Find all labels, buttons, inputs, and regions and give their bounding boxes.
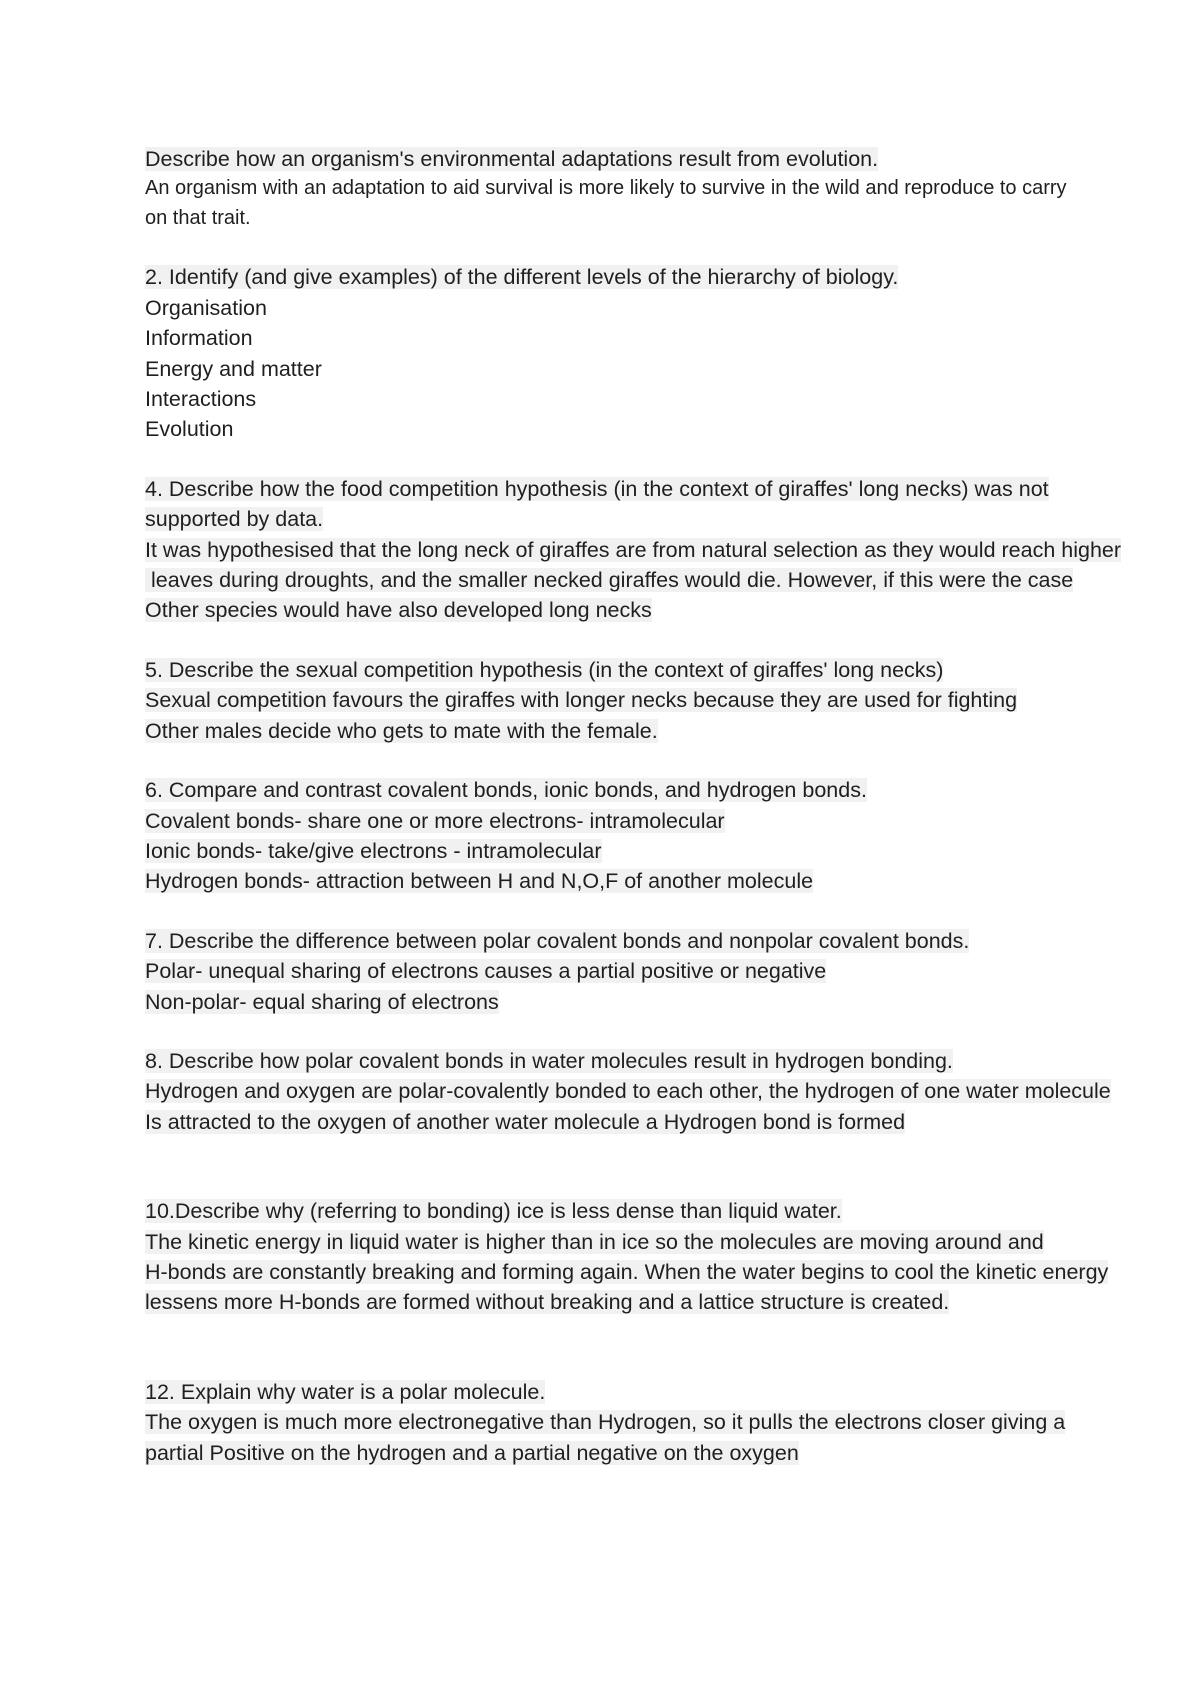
spacer [145, 1017, 1195, 1046]
answer-line: on that trait. [145, 206, 251, 229]
answer-line: An organism with an adaptation to aid survival is more likely to survive in the wild and reproduce to carry [145, 177, 1067, 200]
answer-line: Is attracted to the oxygen of another water molecule a Hydrogen bond is formed [145, 1109, 906, 1134]
spacer [145, 626, 1195, 655]
answer-line: Interactions [145, 387, 257, 412]
answer-line: Hydrogen bonds- attraction between H and N,O,F of another molecule [145, 869, 814, 894]
answer-line: Other males decide who gets to mate with the female. [145, 718, 658, 743]
answer-line: Ionic bonds- take/give electrons - intramolecular [145, 838, 602, 863]
answer-line: The oxygen is much more electronegative than Hydrogen, so it pulls the electrons closer giving a [145, 1410, 1066, 1435]
answer-line: H-bonds are constantly breaking and forming again. When the water begins to cool the kinetic energy [145, 1259, 1109, 1284]
answer-line: Information [145, 326, 253, 351]
spacer [145, 233, 1195, 262]
answer-line: The kinetic energy in liquid water is higher than in ice so the molecules are moving around and [145, 1229, 1044, 1254]
question-heading: supported by data. [145, 507, 324, 532]
question-heading: 12. Explain why water is a polar molecule. [145, 1379, 546, 1404]
answer-line: Non-polar- equal sharing of electrons [145, 989, 499, 1014]
answer-line: Evolution [145, 417, 234, 442]
question-heading: 5. Describe the sexual competition hypothesis (in the context of giraffes' long necks) [145, 657, 944, 682]
answer-line: Other species would have also developed long necks [145, 598, 652, 623]
question-block-polar-molecule [145, 1377, 1195, 1468]
answer-line: It was hypothesised that the long neck of giraffes are from natural selection as they would reach higher [145, 537, 1122, 562]
answer-line: Hydrogen and oxygen are polar-covalently bonded to each other, the hydrogen of one water molecule [145, 1079, 1111, 1104]
answer-line: Polar- unequal sharing of electrons causes a partial positive or negative [145, 959, 827, 984]
answer-line: Covalent bonds- share one or more electrons- intramolecular [145, 808, 725, 833]
question-block-hierarchy [145, 262, 1195, 444]
question-block-polar-nonpolar [145, 926, 1195, 1017]
question-heading: 6. Compare and contrast covalent bonds, ionic bonds, and hydrogen bonds. [145, 778, 867, 803]
spacer [145, 1318, 1195, 1377]
answer-line: lessens more H-bonds are formed without breaking and a lattice structure is created. [145, 1290, 950, 1315]
spacer [145, 445, 1195, 474]
question-block-hydrogen-bonding [145, 1046, 1195, 1137]
question-block-food-competition [145, 474, 1195, 626]
spacer [145, 1137, 1195, 1196]
answer-line: Organisation [145, 295, 267, 320]
spacer [145, 897, 1195, 926]
answer-line: leaves during droughts, and the smaller necked giraffes would die. However, if this were the case [145, 568, 1074, 593]
question-block-adaptation [145, 144, 1195, 233]
answer-line: Sexual competition favours the giraffes with longer necks because they are used for fighting [145, 688, 1018, 713]
question-heading: 2. Identify (and give examples) of the different levels of the hierarchy of biology. [145, 265, 899, 290]
question-heading: 7. Describe the difference between polar covalent bonds and nonpolar covalent bonds. [145, 928, 970, 953]
question-heading: 8. Describe how polar covalent bonds in water molecules result in hydrogen bonding. [145, 1048, 953, 1073]
document-page [145, 144, 1195, 1468]
spacer [145, 746, 1195, 775]
question-heading: 10.Describe why (referring to bonding) ice is less dense than liquid water. [145, 1199, 842, 1224]
question-heading: 4. Describe how the food competition hypothesis (in the context of giraffes' long necks) was not [145, 476, 1049, 501]
question-block-ice-density [145, 1196, 1195, 1318]
answer-line: partial Positive on the hydrogen and a partial negative on the oxygen [145, 1440, 799, 1465]
question-block-bonds [145, 775, 1195, 897]
question-heading: Describe how an organism's environmental adaptations result from evolution. [145, 147, 879, 171]
question-block-sexual-competition [145, 655, 1195, 746]
answer-line: Energy and matter [145, 356, 322, 381]
